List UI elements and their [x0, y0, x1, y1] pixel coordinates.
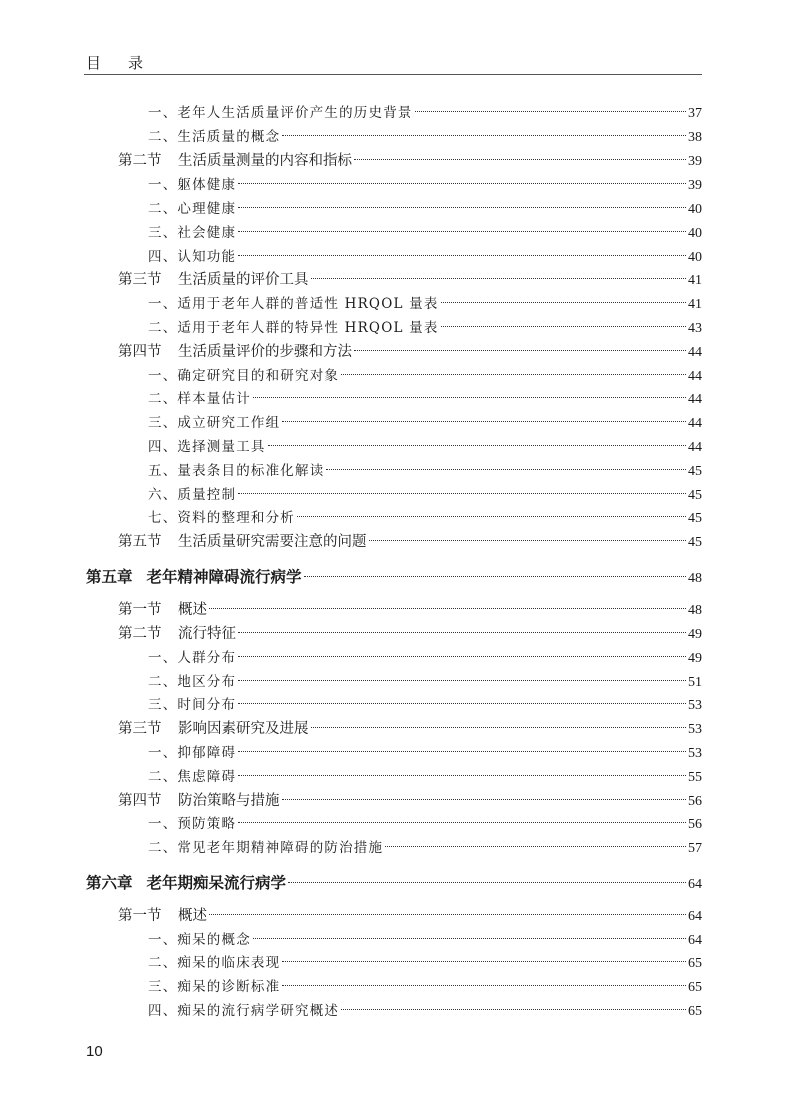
toc-section-entry[interactable] [118, 623, 702, 645]
toc-entry-number: 第一节 [118, 908, 162, 924]
toc-entry-title: 一、抑郁障碍 [148, 745, 237, 761]
dot-leader [311, 278, 687, 279]
toc-entry-label [118, 269, 309, 291]
toc-entry-title: 三、痴呆的诊断标准 [148, 979, 281, 995]
toc-entry-title: 老年精神障碍流行病学 [146, 568, 302, 586]
toc-entry-page: 49 [688, 651, 702, 666]
toc-entry-label [148, 246, 236, 268]
toc-entry-title: 三、时间分布 [148, 697, 237, 713]
toc-entry-label [148, 671, 236, 693]
toc-entry-label [118, 599, 207, 621]
toc-entry-title: 一、适用于老年人群的普适性 HRQOL 量表 [148, 296, 439, 312]
toc-entry-title: 一、确定研究目的和研究对象 [148, 368, 340, 384]
toc-subitem-entry[interactable] [148, 484, 702, 506]
toc-subitem-entry[interactable] [148, 436, 702, 458]
toc-entry-title: 七、资料的整理和分析 [148, 510, 295, 526]
toc-subitem-entry[interactable] [148, 507, 702, 529]
dot-leader [209, 608, 686, 609]
toc-entry-page: 45 [688, 511, 702, 526]
toc-subitem-entry[interactable] [148, 460, 702, 482]
page-number: 10 [86, 1043, 103, 1060]
toc-entry-number: 第二节 [118, 626, 162, 642]
toc-entry-page: 64 [688, 909, 702, 924]
toc-subitem-entry[interactable] [148, 198, 702, 220]
toc-entry-label [148, 365, 339, 387]
toc-entry-label [148, 647, 236, 669]
toc-entry-title: 一、痴呆的概念 [148, 932, 251, 948]
dot-leader [238, 656, 686, 657]
toc-entry-number: 第三节 [118, 721, 162, 737]
toc-section-entry[interactable] [118, 905, 702, 927]
dot-leader [238, 751, 686, 752]
toc-entry-page: 43 [688, 321, 702, 336]
toc-entry-title: 二、焦虑障碍 [148, 769, 237, 785]
toc-entry-label [148, 198, 236, 220]
toc-section-entry[interactable] [118, 341, 702, 363]
toc-subitem-entry[interactable] [148, 126, 702, 148]
toc-entry-title: 三、成立研究工作组 [148, 415, 281, 431]
toc-entry-page: 57 [688, 841, 702, 856]
toc-subitem-entry[interactable] [148, 365, 702, 387]
toc-entry-page: 53 [688, 698, 702, 713]
dot-leader [282, 961, 686, 962]
toc-entry-title: 一、老年人生活质量评价产生的历史背景 [148, 105, 413, 121]
toc-section-entry[interactable] [118, 718, 702, 740]
toc-entry-page: 38 [688, 130, 702, 145]
toc-entry-title: 生活质量研究需要注意的问题 [178, 534, 367, 550]
dot-leader [253, 397, 686, 398]
toc-section-entry[interactable] [118, 531, 702, 553]
dot-leader [311, 727, 687, 728]
toc-entry-label [118, 531, 367, 553]
toc-subitem-entry[interactable] [148, 1000, 702, 1022]
dot-leader [297, 516, 686, 517]
toc-entry-page: 45 [688, 535, 702, 550]
toc-entry-label [148, 929, 251, 951]
toc-section-entry[interactable] [118, 790, 702, 812]
toc-subitem-entry[interactable] [148, 102, 702, 124]
toc-entry-page: 40 [688, 202, 702, 217]
toc-entry-page: 39 [688, 178, 702, 193]
toc-entry-page: 41 [688, 273, 702, 288]
toc-entry-title: 一、躯体健康 [148, 177, 237, 193]
dot-leader [238, 231, 686, 232]
dot-leader [238, 822, 686, 823]
toc-entry-page: 40 [688, 250, 702, 265]
toc-entry-page: 56 [688, 794, 702, 809]
toc-entry-title: 生活质量评价的步骤和方法 [178, 344, 352, 360]
toc-subitem-entry[interactable] [148, 929, 702, 951]
toc-entry-label [118, 623, 236, 645]
toc-entry-label [118, 718, 309, 740]
dot-leader [304, 576, 686, 577]
toc-entry-page: 55 [688, 770, 702, 785]
toc-subitem-entry[interactable] [148, 388, 702, 410]
dot-leader [268, 445, 686, 446]
toc-entry-title: 四、痴呆的流行病学研究概述 [148, 1003, 340, 1019]
toc-entry-page: 64 [688, 933, 702, 948]
toc-entry-title: 二、痴呆的临床表现 [148, 955, 281, 971]
dot-leader [238, 207, 686, 208]
toc-chapter-entry[interactable] [86, 872, 702, 894]
toc-entry-page: 65 [688, 980, 702, 995]
toc-entry-number: 第一节 [118, 602, 162, 618]
toc-entry-page: 48 [688, 571, 702, 586]
dot-leader [238, 255, 686, 256]
dot-leader [253, 938, 686, 939]
toc-entry-page: 51 [688, 675, 702, 690]
toc-entry-label [148, 317, 439, 339]
toc-entry-title: 六、质量控制 [148, 487, 237, 503]
toc-entry-page: 56 [688, 817, 702, 832]
toc-entry-label [148, 388, 251, 410]
toc-subitem-entry[interactable] [148, 174, 702, 196]
toc-entry-label [118, 905, 207, 927]
toc-entry-title: 五、量表条目的标准化解读 [148, 463, 325, 479]
toc-entry-title: 概述 [178, 908, 207, 924]
toc-entry-label [148, 174, 236, 196]
toc-entry-number: 第二节 [118, 153, 162, 169]
toc-section-entry[interactable] [118, 599, 702, 621]
toc-entry-label [148, 484, 236, 506]
toc-entry-label [148, 412, 280, 434]
toc-entry-label [148, 460, 324, 482]
toc-entry-label [148, 976, 280, 998]
dot-leader [209, 914, 686, 915]
toc-entry-title: 流行特征 [178, 626, 236, 642]
toc-subitem-entry[interactable] [148, 952, 702, 974]
toc-entry-label [148, 222, 236, 244]
toc-entry-number: 第四节 [118, 793, 162, 809]
toc-entry-title: 二、样本量估计 [148, 391, 251, 407]
toc-entry-label [148, 1000, 339, 1022]
dot-leader [385, 846, 686, 847]
toc-subitem-entry[interactable] [148, 412, 702, 434]
dot-leader [282, 799, 687, 800]
toc-entry-page: 44 [688, 369, 702, 384]
toc-entry-label [148, 742, 236, 764]
toc-entry-page: 53 [688, 722, 702, 737]
toc-chapter-entry[interactable] [86, 566, 702, 588]
toc-subitem-entry[interactable] [148, 694, 702, 716]
toc-entry-title: 一、人群分布 [148, 650, 237, 666]
dot-leader [354, 350, 686, 351]
toc-entry-number: 第四节 [118, 344, 162, 360]
dot-leader [288, 882, 686, 883]
toc-entry-number: 第五章 [86, 568, 133, 586]
toc-entry-title: 生活质量测量的内容和指标 [178, 153, 352, 169]
toc-entry-label [118, 150, 352, 172]
toc-entry-page: 39 [688, 154, 702, 169]
toc-entry-page: 65 [688, 956, 702, 971]
dot-leader [282, 421, 686, 422]
toc-entry-number: 第三节 [118, 272, 162, 288]
toc-entry-page: 48 [688, 603, 702, 618]
toc-entry-page: 53 [688, 746, 702, 761]
toc-section-entry[interactable] [118, 269, 702, 291]
toc-entry-page: 49 [688, 627, 702, 642]
toc-entry-page: 65 [688, 1004, 702, 1019]
toc-entry-title: 一、预防策略 [148, 816, 237, 832]
header-title [86, 52, 144, 73]
toc-entry-title: 二、地区分布 [148, 674, 237, 690]
toc-section-entry[interactable] [118, 150, 702, 172]
toc-entry-label [148, 102, 413, 124]
dot-leader [238, 680, 686, 681]
dot-leader [341, 1009, 686, 1010]
toc-entry-page: 45 [688, 488, 702, 503]
toc-entry-title: 二、常见老年期精神障碍的防治措施 [148, 840, 384, 856]
dot-leader [238, 183, 686, 184]
toc-entry-label [118, 341, 352, 363]
toc-entry-page: 64 [688, 877, 702, 892]
toc-entry-label [86, 872, 286, 894]
toc-entry-title: 四、认知功能 [148, 249, 237, 265]
toc-entry-title: 影响因素研究及进展 [178, 721, 309, 737]
header-title-part: 录 [128, 54, 145, 72]
toc-entry-number: 第五节 [118, 534, 162, 550]
toc-entry-label [148, 507, 295, 529]
toc-subitem-entry[interactable] [148, 647, 702, 669]
toc-entry-page: 44 [688, 440, 702, 455]
toc-entry-title: 二、适用于老年人群的特异性 HRQOL 量表 [148, 320, 439, 336]
toc-entry-label [148, 837, 383, 859]
toc-entry-page: 37 [688, 106, 702, 121]
toc-entry-title: 老年期痴呆流行病学 [146, 874, 287, 892]
toc-entry-number: 第六章 [86, 874, 133, 892]
dot-leader [441, 326, 686, 327]
toc-entry-page: 44 [688, 392, 702, 407]
toc-subitem-entry[interactable] [148, 317, 702, 339]
toc-entry-page: 44 [688, 416, 702, 431]
toc-entry-page: 40 [688, 226, 702, 241]
toc-subitem-entry[interactable] [148, 246, 702, 268]
toc-subitem-entry[interactable] [148, 837, 702, 859]
dot-leader [326, 469, 686, 470]
toc-entry-label [148, 126, 280, 148]
dot-leader [238, 632, 686, 633]
toc-entry-label [118, 790, 280, 812]
toc-entry-label [148, 952, 280, 974]
toc-entry-title: 概述 [178, 602, 207, 618]
dot-leader [415, 111, 686, 112]
running-header [84, 52, 702, 75]
toc-subitem-entry[interactable] [148, 222, 702, 244]
toc-entry-page: 45 [688, 464, 702, 479]
toc-subitem-entry[interactable] [148, 742, 702, 764]
toc-subitem-entry[interactable] [148, 766, 702, 788]
dot-leader [282, 985, 686, 986]
toc-entry-title: 三、社会健康 [148, 225, 237, 241]
toc-entry-title: 防治策略与措施 [178, 793, 280, 809]
toc-entry-label [148, 766, 236, 788]
toc-subitem-entry[interactable] [148, 813, 702, 835]
header-title-part: 目 [86, 54, 103, 72]
toc-entry-label [148, 293, 439, 315]
dot-leader [238, 775, 686, 776]
dot-leader [238, 703, 686, 704]
toc-subitem-entry[interactable] [148, 293, 702, 315]
toc-entry-title: 生活质量的评价工具 [178, 272, 309, 288]
toc-entry-title: 二、生活质量的概念 [148, 129, 281, 145]
toc-entry-label [148, 694, 236, 716]
dot-leader [238, 493, 686, 494]
toc-entry-label [86, 566, 302, 588]
toc-entry-title: 二、心理健康 [148, 201, 237, 217]
dot-leader [369, 540, 687, 541]
toc-entry-label [148, 813, 236, 835]
toc-entry-title: 四、选择测量工具 [148, 439, 266, 455]
toc-subitem-entry[interactable] [148, 671, 702, 693]
dot-leader [354, 159, 686, 160]
dot-leader [282, 135, 686, 136]
dot-leader [441, 302, 686, 303]
toc-entry-page: 44 [688, 345, 702, 360]
toc-subitem-entry[interactable] [148, 976, 702, 998]
toc-entry-page: 41 [688, 297, 702, 312]
dot-leader [341, 374, 686, 375]
toc-entry-label [148, 436, 266, 458]
